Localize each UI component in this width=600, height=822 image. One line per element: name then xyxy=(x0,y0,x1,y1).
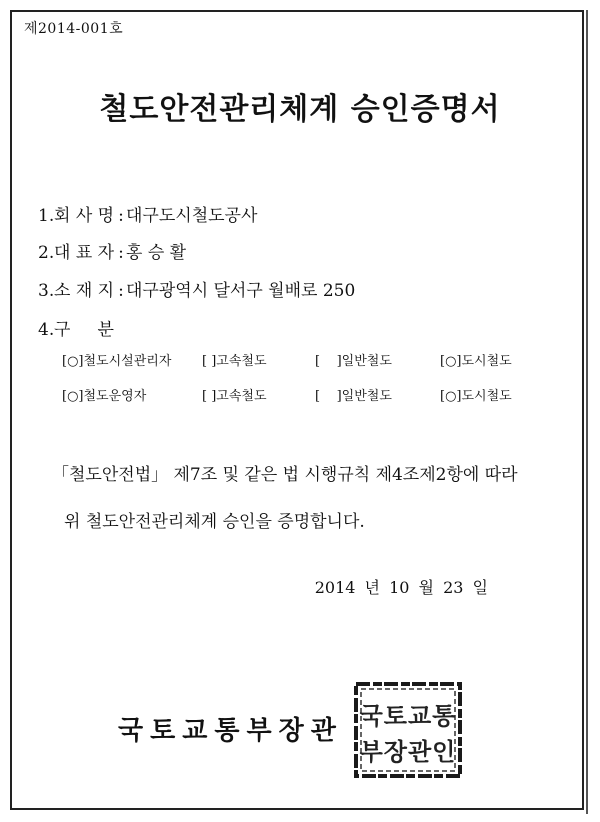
field-label: 대 표 자 xyxy=(54,243,115,263)
document-title: 철도안전관리체계 승인증명서 xyxy=(99,92,501,127)
border-shadow-line xyxy=(586,10,588,814)
field-label: 회 사 명 xyxy=(54,206,115,226)
checkbox-high-speed-rail: [ ]고속철도 xyxy=(202,354,267,369)
checkbox-general-rail: [ ]일반철도 xyxy=(315,389,392,404)
checkbox-urban-rail: [○]도시철도 xyxy=(440,389,512,404)
seal-line-2: 부장관인 xyxy=(359,738,457,766)
field-value: 대구도시철도공사 xyxy=(126,206,258,226)
issuer-name: 국토교통부장관 xyxy=(118,716,343,746)
checkbox-general-rail: [ ]일반철도 xyxy=(315,354,392,369)
field-address xyxy=(38,276,355,301)
field-label: 소 재 지 xyxy=(54,281,115,301)
field-number: 2. xyxy=(38,243,55,263)
official-seal-icon xyxy=(352,680,464,780)
field-number: 3. xyxy=(38,281,55,301)
field-number: 4. xyxy=(38,320,55,340)
field-value: 홍 승 활 xyxy=(126,243,187,263)
document-border xyxy=(10,10,584,810)
field-colon: : xyxy=(118,243,124,263)
checkbox-high-speed-rail: [ ]고속철도 xyxy=(202,389,267,404)
checkbox-rail-operator: [○]철도운영자 xyxy=(62,389,147,404)
field-label: 구 분 xyxy=(54,320,114,340)
field-colon: : xyxy=(118,281,124,301)
seal-line-1: 국토교통 xyxy=(359,702,457,730)
field-company-name xyxy=(38,201,257,226)
field-classification xyxy=(38,315,114,340)
field-number: 1. xyxy=(38,206,55,226)
certification-text-line-1: 「철도안전법」 제7조 및 같은 법 시행규칙 제4조제2항에 따라 xyxy=(52,465,518,485)
checkbox-urban-rail: [○]도시철도 xyxy=(440,354,512,369)
checkbox-facility-manager: [○]철도시설관리자 xyxy=(62,354,172,369)
certification-text-line-2: 위 철도안전관리체계 승인을 증명합니다. xyxy=(64,512,365,532)
issue-date: 2014 년 10 월 23 일 xyxy=(314,578,488,597)
field-colon: : xyxy=(118,206,124,226)
field-representative xyxy=(38,238,186,263)
document-number: 제2014-001호 xyxy=(24,21,124,37)
field-value: 대구광역시 달서구 월배로 250 xyxy=(126,281,356,301)
